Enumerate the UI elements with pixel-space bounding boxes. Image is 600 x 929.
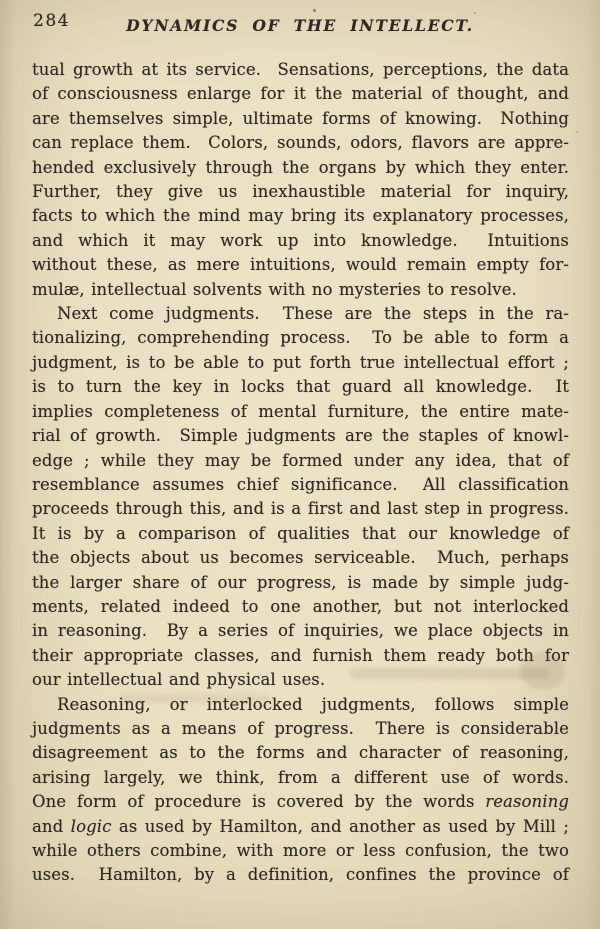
text-line: tual growth at its service. Sensations, perceptions, the data	[32, 60, 569, 79]
ink-speck	[313, 9, 316, 12]
text-line: in reasoning. By a series of inquiries, we place objects in	[32, 621, 569, 641]
text-line: It is by a comparison of qualities that our knowledge of	[32, 523, 569, 543]
text-line: and logic as used by Hamilton, and another as used by Mill ;	[32, 816, 569, 836]
text-line: One form of procedure is covered by the words reasoning	[32, 792, 569, 812]
text-line: their appropriate classes, and furnish them ready both for	[32, 645, 569, 665]
text-line: tionalizing, comprehending process. To be able to form a	[32, 328, 569, 348]
ink-speck	[474, 12, 476, 14]
text-line: judgment, is to be able to put forth true intellectual effort ;	[32, 352, 569, 372]
text-line: hended exclusively through the organs by which they enter.	[32, 157, 569, 177]
show-through-smudge	[120, 694, 270, 703]
paragraph	[32, 302, 569, 693]
text-line: is to turn the key in locks that guard all knowledge. It	[32, 377, 569, 397]
page-number: 284	[33, 11, 70, 31]
text-line: arising largely, we think, from a different use of words.	[32, 767, 569, 787]
text-line: Further, they give us inexhaustible material for inquiry,	[32, 182, 569, 202]
text-line: while others combine, with more or less confusion, the two	[32, 841, 569, 860]
page-body	[32, 58, 569, 888]
text-line: resemblance assumes chief significance. All classification	[32, 474, 569, 494]
text-line: facts to which the mind may bring its explanatory processes,	[32, 206, 569, 226]
text-line: Reasoning, or interlocked judgments, follows simple	[57, 694, 569, 714]
text-line: are themselves simple, ultimate forms of knowing. Nothing	[32, 108, 569, 128]
text-line: implies completeness of mental furniture, the entire mate-	[32, 401, 569, 421]
text-line: the objects about us becomes serviceable. Much, perhaps	[32, 548, 569, 568]
text-line: uses. Hamilton, by a definition, confines the province of	[32, 865, 569, 885]
text-line: Next come judgments. These are the steps in the ra-	[57, 304, 569, 324]
text-line: edge ; while they may be formed under any idea, that of	[32, 450, 569, 470]
paragraph	[32, 693, 569, 888]
text-line: of consciousness enlarge for it the material of thought, and	[32, 84, 569, 104]
text-line: disagreement as to the forms and character of reasoning,	[32, 743, 569, 763]
running-head-title: DYNAMICS OF THE INTELLECT.	[126, 16, 474, 35]
page-header	[0, 0, 600, 50]
text-line: rial of growth. Simple judgments are the staples of knowl-	[32, 426, 569, 446]
text-line: mulæ, intellectual solvents with no mysteries to resolve.	[32, 279, 517, 299]
text-line: and which it may work up into knowledge. Intuitions	[32, 230, 569, 250]
paragraph	[32, 58, 569, 302]
text-line: without these, as mere intuitions, would remain empty for-	[32, 255, 569, 275]
text-line: ments, related indeed to one another, but not interlocked	[32, 596, 569, 616]
text-line: our intellectual and physical uses.	[32, 670, 326, 690]
ink-speck	[576, 131, 578, 133]
text-line: the larger share of our progress, is made by simple judg-	[32, 572, 569, 592]
text-line: proceeds through this, and is a first and last step in progress.	[32, 499, 569, 519]
show-through-smudge	[520, 652, 565, 690]
text-line: judgments as a means of progress. There is considerable	[32, 718, 569, 738]
text-line: can replace them. Colors, sounds, odors, flavors are appre-	[32, 133, 569, 153]
